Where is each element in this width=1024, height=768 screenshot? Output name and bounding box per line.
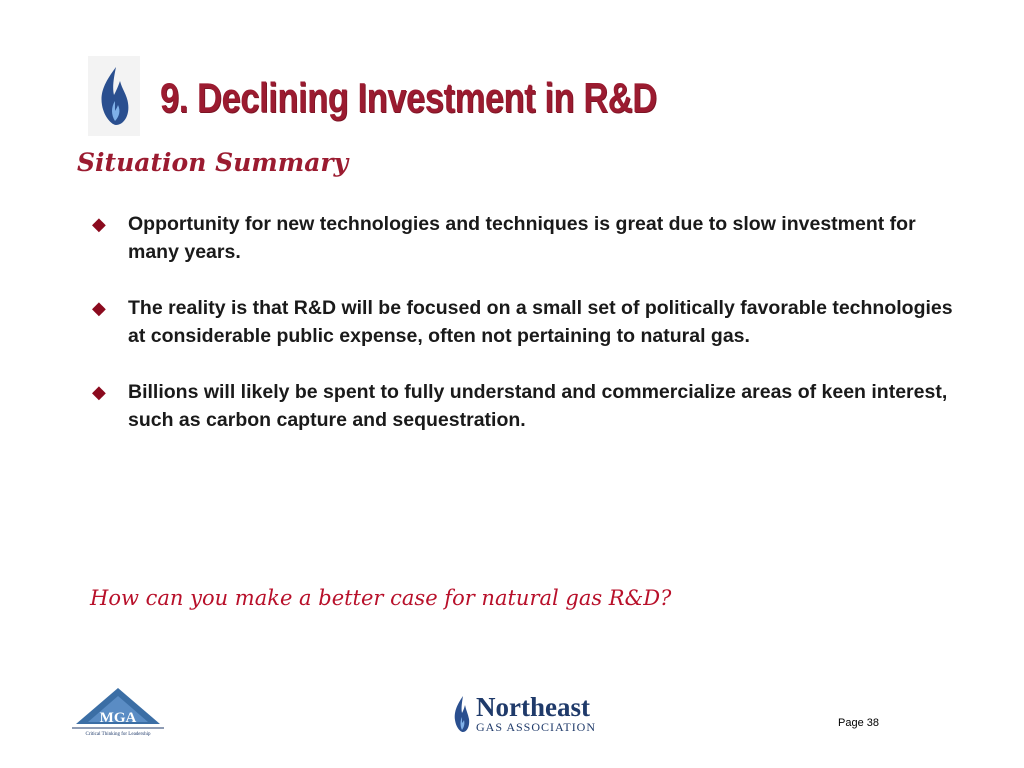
flame-icon: [94, 65, 134, 127]
bullet-item: [90, 378, 970, 434]
bullet-text: Billions will likely be spent to fully understand and commercialize areas of keen interest, such as carbon capture and sequestration.: [128, 381, 948, 431]
diamond-icon: ◆: [92, 382, 106, 402]
mga-logo: [68, 686, 168, 738]
diamond-icon: ◆: [92, 214, 106, 234]
nga-wordmark: [476, 694, 596, 734]
slide-title: 9. Declining Investment in R&D: [160, 74, 657, 121]
flame-icon: [452, 695, 472, 733]
northeast-gas-association-logo: [452, 694, 596, 734]
bullet-item: [90, 210, 970, 266]
nga-name: Northeast: [476, 692, 590, 722]
bullet-item: [90, 294, 970, 350]
nga-subname: GAS ASSOCIATION: [476, 720, 597, 734]
bullet-text: The reality is that R&D will be focused on a small set of politically favorable technologies at considerable public expense, often not pertaining to natural gas.: [128, 297, 953, 347]
section-subtitle: Situation Summary: [77, 148, 349, 177]
diamond-icon: ◆: [92, 298, 106, 318]
header-flame-logo: [88, 56, 140, 136]
closing-question: How can you make a better case for natural gas R&D?: [90, 586, 672, 610]
mga-letters: MGA: [99, 710, 137, 726]
bullet-list: [90, 210, 970, 462]
mga-tagline: Critical Thinking for Leadership: [85, 732, 151, 737]
bullet-text: Opportunity for new technologies and techniques is great due to slow investment for many years.: [128, 213, 916, 263]
page-number: Page 38: [838, 717, 879, 729]
